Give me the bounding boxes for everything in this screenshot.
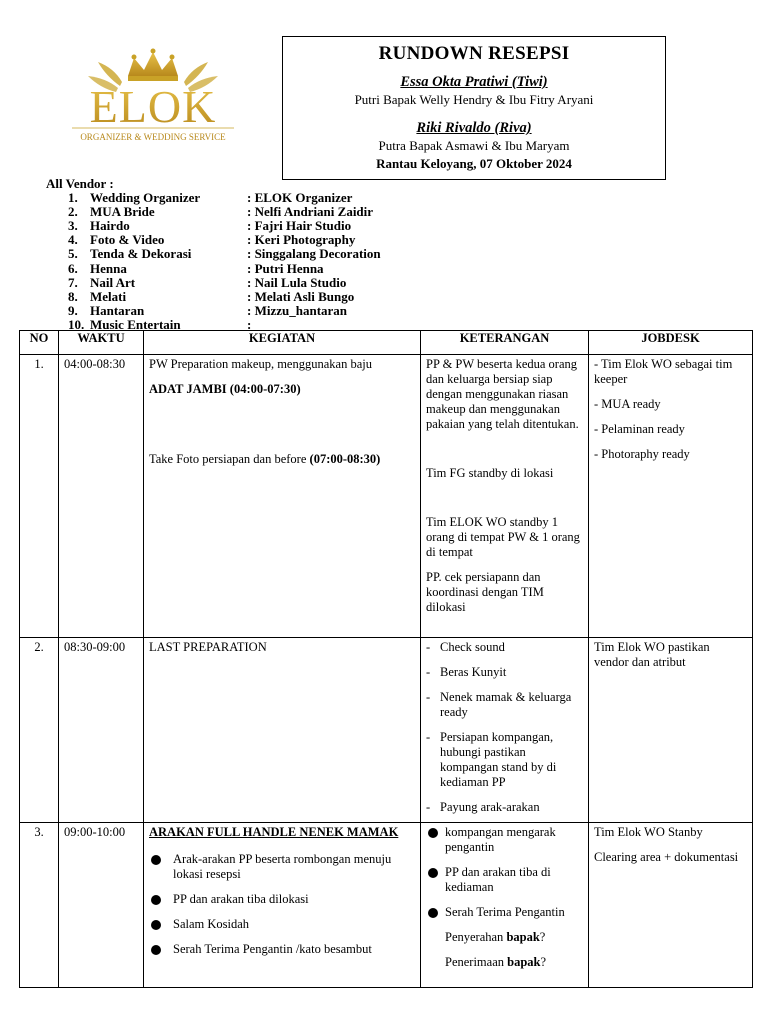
vendor-number: 4. [68,232,78,248]
keterangan-text: PP & PW beserta kedua orang dan keluarga bersiap siap dengan menggunakan riasan makeup dan menggunakan pakaian yang telah ditentukan. [426,357,579,431]
vendor-row [68,304,381,318]
q-bold: bapak [507,955,541,969]
table-row [20,823,753,988]
vendor-role: Hantaran [90,302,145,318]
header-no: NO [20,331,59,355]
list-item-text: Arak-arakan PP beserta rombongan menuju lokasi resepsi [173,852,392,881]
document-title: RUNDOWN RESEPSI [378,43,570,64]
list-item-text: PP dan arakan tiba di kediaman [445,865,551,894]
keterangan-text: Tim FG standby di lokasi [426,466,554,480]
bullet-icon [151,945,161,955]
keterangan-question [445,955,583,970]
row-kegiatan: LAST PREPARATION [144,638,421,823]
row-waktu: 04:00-08:30 [59,355,144,638]
kegiatan-photo [149,452,415,467]
jobdesk-item: - Tim Elok WO sebagai tim keeper [594,357,733,386]
jobdesk-item: Tim Elok WO Stanby [594,825,703,839]
title-box [282,36,666,180]
vendor-role: Hairdo [90,218,130,234]
header-keterangan: KETERANGAN [421,331,589,355]
list-item: - Check sound [426,640,505,654]
list-item: - Persiapan kompangan, hubungi pastikan kompangan stand by di kediaman PP [426,730,583,790]
list-item-text: Serah Terima Pengantin [445,905,565,919]
bride-parents: Putri Bapak Welly Hendry & Ibu Fitry Aryani [354,92,594,107]
row-no: 1. [20,355,59,638]
bullet-icon [428,908,438,918]
vendor-number: 10. [68,316,85,332]
list-item [426,865,583,895]
header-jobdesk: JOBDESK [589,331,753,355]
kegiatan-text: PW Preparation makeup, menggunakan baju [149,357,372,371]
vendor-number: 8. [68,288,78,304]
vendor-name: : Fajri Hair Studio [247,218,352,234]
vendor-name: : ELOK Organizer [247,190,353,206]
groom-name: Riki Rivaldo (Riva) [416,120,532,136]
elok-logo [58,46,248,156]
kegiatan-photo-text: Take Foto persiapan dan before [149,452,310,466]
vendor-name: : Putri Henna [247,260,324,276]
vendor-name: : Nail Lula Studio [247,274,347,290]
list-item-text: Salam Kosidah [173,917,250,931]
vendor-number: 3. [68,218,78,234]
q-pre: Penerimaan [445,955,508,969]
list-item [149,892,415,907]
table-header-row [20,331,753,355]
row-keterangan [421,823,589,988]
vendor-name: : Nelfi Andriani Zaidir [247,204,374,220]
bullet-icon [428,868,438,878]
vendor-role: MUA Bride [90,204,155,220]
vendor-number: 2. [68,204,78,220]
place-date: Rantau Keloyang, 07 Oktober 2024 [376,156,572,171]
keterangan-text: Tim ELOK WO standby 1 orang di tempat PW & 1 orang di tempat [426,515,580,559]
list-item-text: Serah Terima Pengantin /kato besambut [173,942,372,956]
vendor-name: : Singgalang Decoration [247,246,381,262]
header-waktu: WAKTU [59,331,144,355]
q-post: ? [540,955,547,969]
kegiatan-photo-time: (07:00-08:30) [309,452,381,466]
list-item [149,942,415,957]
list-item: - Beras Kunyit [426,665,507,679]
vendor-row [68,205,381,219]
vendor-row [68,191,381,205]
vendor-number: 1. [68,190,78,206]
row-no: 3. [20,823,59,988]
vendor-name: : [247,316,252,332]
q-post: ? [539,930,546,944]
bullet-icon [428,828,438,838]
list-item [149,852,415,882]
list-item-text: PP dan arakan tiba dilokasi [173,892,309,906]
vendor-role: Henna [90,260,127,276]
q-bold: bapak [506,930,540,944]
jobdesk-item: Clearing area + dokumentasi [594,850,739,864]
list-item [149,917,415,932]
list-item [426,905,583,920]
vendor-name: : Melati Asli Bungo [247,288,355,304]
vendor-role: Wedding Organizer [90,190,201,206]
row-jobdesk [589,355,753,638]
rundown-table [19,330,753,988]
header-kegiatan: KEGIATAN [144,331,421,355]
row-waktu: 08:30-09:00 [59,638,144,823]
keterangan-question [445,930,583,945]
jobdesk-item: - MUA ready [594,397,661,411]
groom-parents: Putra Bapak Asmawi & Ibu Maryam [378,138,570,153]
vendor-row [68,219,381,233]
bullet-icon [151,895,161,905]
logo-brand-text: ELOK [89,81,217,132]
list-item-text: Persiapan kompangan, hubungi pastikan kompangan stand by di kediaman PP [440,730,557,789]
row-keterangan [421,638,589,823]
row-kegiatan [144,823,421,988]
vendor-role: Melati [90,288,127,304]
vendor-role: Music Entertain [90,316,181,332]
vendor-role: Tenda & Dekorasi [90,246,192,262]
table-row [20,638,753,823]
list-item: - Nenek mamak & keluarga ready [426,690,583,720]
jobdesk-item: - Pelaminan ready [594,422,685,436]
list-item-text: Payung arak-arakan [440,800,540,814]
vendor-row [68,276,381,290]
vendor-role: Foto & Video [90,232,165,248]
list-item [426,825,583,855]
row-no: 2. [20,638,59,823]
vendor-items [68,191,381,332]
vendor-name: : Keri Photography [247,232,356,248]
logo-tagline-text: ORGANIZER & WEDDING SERVICE [80,132,226,142]
vendor-row [68,233,381,247]
vendor-number: 5. [68,246,78,262]
list-item: - Payung arak-arakan [426,800,540,814]
list-item-text: Nenek mamak & keluarga ready [440,690,572,719]
jobdesk-item: - Photoraphy ready [594,447,690,461]
vendor-heading: All Vendor : [46,176,114,191]
crown-logo-icon [58,46,248,156]
vendor-list [46,177,381,332]
vendor-name: : Mizzu_hantaran [247,302,348,318]
row-jobdesk: Tim Elok WO pastikan vendor dan atribut [589,638,753,823]
bride-name: Essa Okta Pratiwi (Tiwi) [400,74,548,90]
bullet-icon [151,920,161,930]
list-item-text: kompangan mengarak pengantin [445,825,556,854]
row-waktu: 09:00-10:00 [59,823,144,988]
vendor-role: Nail Art [90,274,136,290]
vendor-row [68,262,381,276]
vendor-row [68,290,381,304]
q-pre: Penyerahan [445,930,507,944]
table-row [20,355,753,638]
bullet-icon [151,855,161,865]
vendor-number: 6. [68,260,78,276]
list-item-text: Beras Kunyit [440,665,507,679]
row-jobdesk [589,823,753,988]
vendor-number: 7. [68,274,78,290]
list-item-text: Check sound [440,640,505,654]
vendor-row [68,247,381,261]
vendor-number: 9. [68,302,78,318]
kegiatan-bold: ADAT JAMBI (04:00-07:30) [149,382,301,396]
row-keterangan [421,355,589,638]
kegiatan-title: ARAKAN FULL HANDLE NENEK MAMAK [149,825,399,839]
row-kegiatan [144,355,421,638]
keterangan-text: PP. cek persiapann dan koordinasi dengan TIM dilokasi [426,570,544,614]
